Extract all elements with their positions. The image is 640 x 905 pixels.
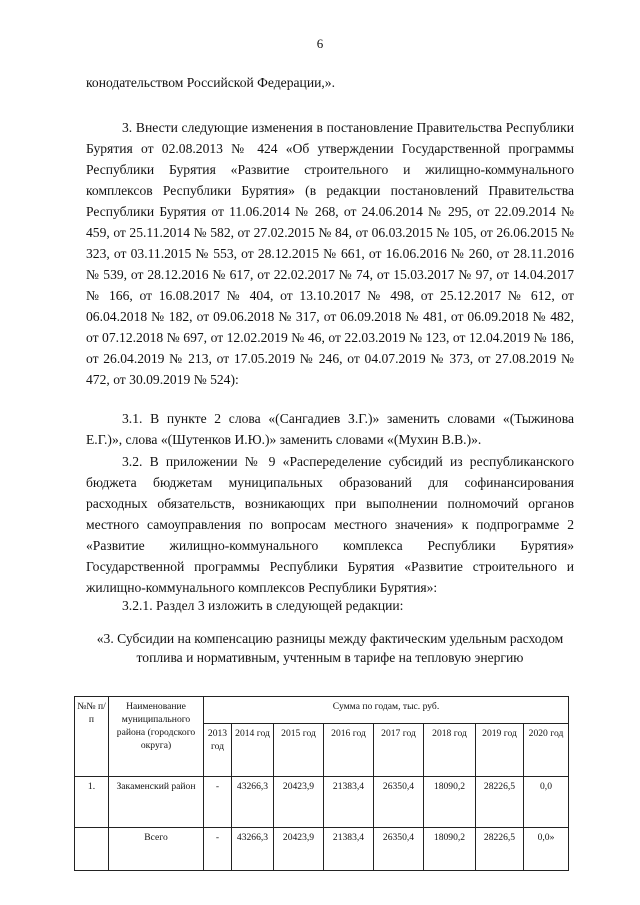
row-value: 43266,3 bbox=[232, 828, 274, 871]
row-number: 1. bbox=[75, 777, 109, 828]
row-value: 20423,9 bbox=[274, 828, 324, 871]
paragraph-3: 3. Внести следующие изменения в постановление Правительства Республики Бурятия от 02.08.2013 № 424 «Об утверждении Государственной программы Республики Бурятия «Развитие строительного и жилищно-коммунального комплексов Республики Бурятия» (в редакции постановлений Правительства Республики Бурятия от 11.06.2014 № 268, от 24.06.2014 № 295, от 22.09.2014 № 459, от 25.11.2014 № 582, от 27.02.2015 № 84, от 06.03.2015 № 105, от 26.06.2015 № 323, от 03.11.2015 № 553, от 28.12.2015 № 661, от 16.06.2016 № 260, от 28.11.2016 № 539, от 28.12.2016 № 617, от 22.02.2017 № 74, от 15.03.2017 № 97, от 14.04.2017 № 166, от 16.08.2017 № 404, от 13.10.2017 № 498, от 25.12.2017 № 612, от 06.04.2018 № 182, от 09.06.2018 № 317, от 06.09.2018 № 481, от 06.09.2018 № 482, от 07.12.2018 № 697, от 12.02.2019 № 46, от 22.03.2019 № 123, от 12.04.2019 № 186, от 26.04.2019 № 213, от 17.05.2019 № 246, от 04.07.2019 № 373, от 27.08.2019 № 472, от 30.09.2019 № 524): bbox=[86, 120, 574, 387]
row-value: 0,0» bbox=[524, 828, 569, 871]
header-number: №№ п/п bbox=[75, 697, 109, 777]
row-value: 18090,2 bbox=[424, 777, 476, 828]
header-year: 2018 год bbox=[424, 724, 476, 777]
row-value: 18090,2 bbox=[424, 828, 476, 871]
row-value: 20423,9 bbox=[274, 777, 324, 828]
header-year: 2014 год bbox=[232, 724, 274, 777]
row-value: 26350,4 bbox=[374, 828, 424, 871]
row-municipality: Всего bbox=[109, 828, 204, 871]
subsidy-table bbox=[74, 696, 569, 871]
section-title: «3. Субсидии на компенсацию разницы между фактическим удельным расходом топлива и нормативным, учтенным в тарифе на тепловую энергию bbox=[96, 631, 564, 665]
row-value: - bbox=[204, 777, 232, 828]
paragraph-3-2: 3.2. В приложении № 9 «Распеределение субсидий из республиканского бюджета бюджетам муниципальных образований для софинансирования расходных обязательств, возникающих при выполнении полномочий органов местного самоуправления по вопросам местного значения» к подпрограмме 2 «Развитие жилищно-коммунального комплекса Республики Бурятия» Государственной программы Республики Бурятия «Развитие строительного и жилищно-коммунального комплексов Республики Бурятия»: bbox=[86, 454, 574, 595]
paragraph-3-2-1: 3.2.1. Раздел 3 изложить в следующей редакции: bbox=[122, 598, 404, 613]
row-number bbox=[75, 828, 109, 871]
row-value: 26350,4 bbox=[374, 777, 424, 828]
row-value: - bbox=[204, 828, 232, 871]
row-value: 21383,4 bbox=[324, 777, 374, 828]
header-sum-by-years: Сумма по годам, тыс. руб. bbox=[204, 697, 569, 724]
header-year: 2019 год bbox=[476, 724, 524, 777]
table-header-row bbox=[75, 697, 569, 724]
paragraph-3-1: 3.1. В пункте 2 слова «(Сангадиев З.Г.)» заменить словами «(Тыжинова Е.Г.)», слова «(Шутенков И.Ю.)» заменить словами «(Мухин В.В.)». bbox=[86, 411, 574, 447]
row-value: 28226,5 bbox=[476, 828, 524, 871]
header-year: 2017 год bbox=[374, 724, 424, 777]
row-value: 43266,3 bbox=[232, 777, 274, 828]
table-row bbox=[75, 777, 569, 828]
row-value: 21383,4 bbox=[324, 828, 374, 871]
row-municipality: Закаменский район bbox=[109, 777, 204, 828]
paragraph-continuation: конодательством Российской Федерации,». bbox=[86, 75, 335, 90]
row-value: 28226,5 bbox=[476, 777, 524, 828]
header-year: 2020 год bbox=[524, 724, 569, 777]
header-year: 2013 год bbox=[204, 724, 232, 777]
header-municipality: Наименование муниципального района (городского округа) bbox=[109, 697, 204, 777]
row-value: 0,0 bbox=[524, 777, 569, 828]
table-row-total bbox=[75, 828, 569, 871]
header-year: 2015 год bbox=[274, 724, 324, 777]
page-number: 6 bbox=[316, 36, 324, 51]
header-year: 2016 год bbox=[324, 724, 374, 777]
